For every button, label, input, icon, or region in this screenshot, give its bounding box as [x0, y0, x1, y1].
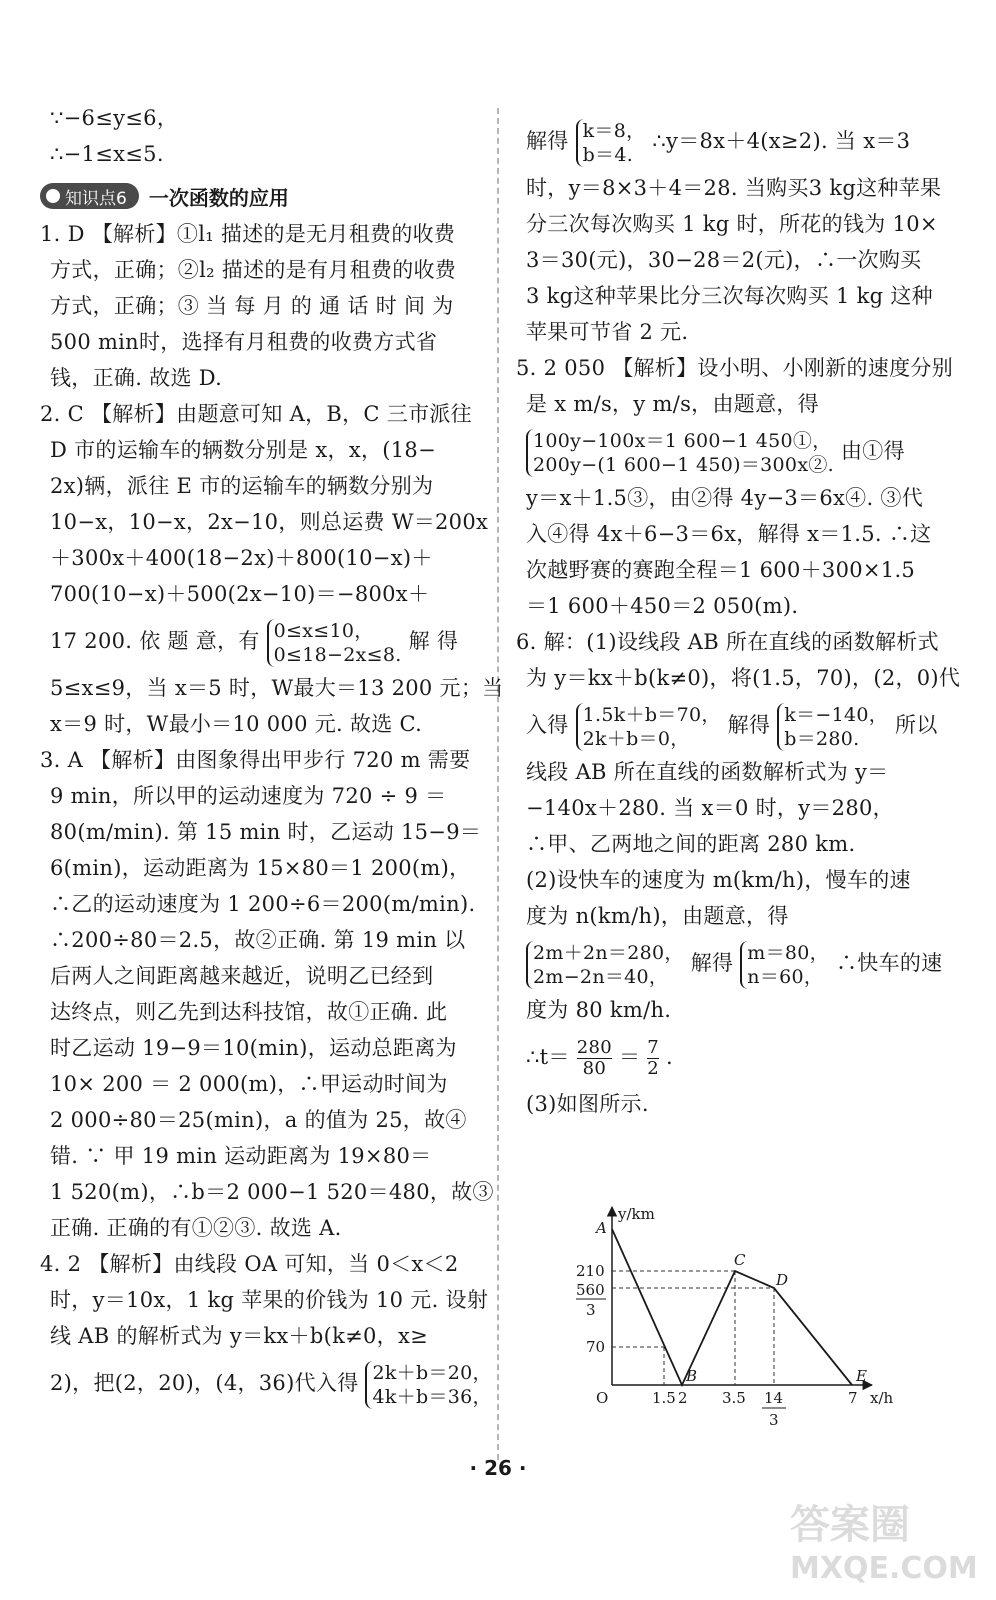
numerator: 7 [647, 1037, 659, 1058]
text-span: . [665, 1045, 673, 1069]
text-line-system [516, 696, 966, 754]
answer-2: 2. C 【解析】由题意可知 A，B，C 三市派往 [40, 402, 472, 426]
equation: k＝−140， [784, 703, 889, 726]
text-line: 线段 AB 所在直线的函数解析式为 y＝ [526, 760, 889, 784]
text-line: 2 000÷80＝25(min)，a 的值为 25，故④ [50, 1108, 467, 1132]
equation: b＝280. [784, 727, 860, 750]
equation: 2k＋b＝0， [582, 727, 690, 750]
right-column [516, 112, 966, 1122]
x-tick-7: 7 [848, 1389, 858, 1407]
text-line: 线 AB 的解析式为 y＝kx＋b(k≠0，x≥ [50, 1324, 429, 1348]
text-line: 度为 n(km/h)，由题意，得 [526, 904, 789, 928]
section-badge [40, 183, 139, 209]
text-line: y＝x＋1.5③，由②得 4y−3＝6x④. ③代 [526, 486, 924, 510]
denominator: 80 [577, 1058, 612, 1079]
y-tick-70: 70 [586, 1338, 606, 1356]
text-line: ∴乙的运动速度为 1 200÷6＝200(m/min). [50, 892, 476, 916]
equation-system [365, 1361, 491, 1409]
x-tick-14-num: 14 [764, 1389, 784, 1407]
text-line: ∵−6≤y≤6， [50, 106, 179, 130]
text-span: 入得 [526, 713, 569, 737]
text-span: 解得 [526, 129, 569, 153]
text-line: (3)如图所示. [526, 1092, 649, 1116]
text-line: 10−x，10−x，2x−10，则总运费 W＝200x [50, 510, 489, 534]
text-line: 错. ∵ 甲 19 min 运动距离为 19×80＝ [50, 1144, 432, 1168]
point-label-d: D [776, 1271, 789, 1289]
text-line: 时，y＝10x，1 kg 苹果的价钱为 10 元. 设射 [50, 1288, 489, 1312]
point-label-a: A [596, 1219, 607, 1237]
text-line: 1 520(m)，∴b＝2 000−1 520＝480，故③ [50, 1180, 494, 1204]
text-line: 方式，正确；②l₂ 描述的是有月租费的收费 [50, 258, 457, 282]
y-tick-560-num: 560 [576, 1281, 605, 1299]
text-span: 2)，把(2，20)，(4，36)代入得 [50, 1371, 359, 1395]
equation: m＝80， [747, 941, 829, 964]
text-line: 是 x m/s，y m/s，由题意，得 [526, 392, 819, 416]
text-line: 后两人之间距离越来越近，说明乙已经到 [50, 964, 434, 988]
text-line: 10× 200 ＝ 2 000(m)，∴甲运动时间为 [50, 1072, 448, 1096]
point-label-b: B [686, 1367, 698, 1385]
section-header [40, 176, 478, 216]
equation-system [777, 703, 888, 751]
text-line: D 市的运输车的辆数分别是 x，x，(18− [50, 438, 436, 462]
equation: n＝60， [747, 965, 824, 988]
text-line: 时，y＝8×3＋4＝28. 当购买3 kg这种苹果 [526, 176, 942, 200]
text-line: 5≤x≤9，当 x＝5 时，W最大＝13 200 元；当 [50, 676, 504, 700]
point-label-e: E [856, 1367, 867, 1385]
numerator: 280 [576, 1037, 612, 1058]
x-tick-1-5: 1.5 [652, 1389, 676, 1407]
text-line: 700(10−x)＋500(2x−10)＝−800x＋ [50, 582, 430, 606]
point-label-c: C [734, 1251, 746, 1269]
text-line: 钱，正确. 故选 D. [50, 366, 223, 390]
fraction [647, 1038, 659, 1079]
text-line: ＋300x＋400(18−2x)＋800(10−x)＋ [50, 546, 433, 570]
watermark-logo [770, 1488, 990, 1588]
answer-5: 5. 2 050 【解析】设小明、小刚新的速度分别 [516, 356, 954, 380]
equation: 0≤18−2x≤8. [273, 643, 402, 666]
equation: 4k＋b＝36， [372, 1385, 492, 1408]
text-line-fraction [516, 1028, 966, 1086]
text-line: 2x)辆，派往 E 市的运输车的辆数分别为 [50, 474, 434, 498]
text-line: 500 min时，选择有月租费的收费方式省 [50, 330, 438, 354]
column-divider [497, 108, 499, 1460]
text-line-system [516, 934, 966, 992]
text-line: ∴200÷80＝2.5，故②正确. 第 19 min 以 [50, 928, 466, 952]
text-span: 所以 [895, 713, 938, 737]
y-axis-label: y/km [618, 1205, 655, 1223]
text-line: 入④得 4x＋6−3＝6x，解得 x＝1.5. ∴这 [526, 522, 932, 546]
x-axis-label: x/h [870, 1389, 894, 1407]
text-span: 由①得 [840, 439, 905, 463]
text-line: 3 kg这种苹果比分三次每次购买 1 kg 这种 [526, 284, 933, 308]
equation: 100y−100x＝1 600−1 450①， [533, 429, 832, 452]
text-span: 解 得 [408, 629, 459, 653]
equation: 2k＋b＝20， [372, 1361, 492, 1384]
left-column [40, 100, 504, 1412]
answer-4: 4. 2 【解析】由线段 OA 可知，当 0＜x＜2 [40, 1252, 459, 1276]
equation: k＝8， [582, 119, 646, 142]
text-span: ∴快车的速 [835, 951, 943, 975]
y-tick-560-den: 3 [586, 1301, 596, 1319]
bulb-icon [46, 189, 60, 203]
fraction [577, 1038, 612, 1079]
equation: 200y−(1 600−1 450)＝300x②. [533, 453, 834, 476]
text-line: 9 min，所以甲的运动速度为 720 ÷ 9 ＝ [50, 784, 447, 808]
watermark-top: 答案圈 [790, 1502, 910, 1548]
equation-system [576, 703, 721, 751]
equation-system [267, 619, 402, 667]
x-tick-2: 2 [678, 1389, 688, 1407]
text-line: 6(min)，运动距离为 15×80＝1 200(m)， [50, 856, 471, 880]
equation: 1.5k＋b＝70， [582, 703, 721, 726]
text-line: −140x＋280. 当 x＝0 时，y＝280， [526, 796, 894, 820]
text-line: 时乙运动 19−9＝10(min)，运动总距离为 [50, 1036, 457, 1060]
denominator: 2 [647, 1058, 659, 1079]
text-line-system [516, 112, 966, 170]
text-line: 苹果可节省 2 元. [526, 320, 689, 344]
equation-system [576, 119, 646, 167]
page-number: · 26 · [469, 1456, 527, 1480]
text-line-system [516, 422, 966, 480]
text-line: 次越野赛的赛跑全程＝1 600＋300×1.5 [526, 558, 916, 582]
text-span: 解得 [690, 951, 734, 975]
distance-time-graph [572, 1203, 912, 1435]
text-span: 解得 [727, 713, 771, 737]
text-line: 3＝30(元)，30−28＝2(元)，∴一次购买 [526, 248, 922, 272]
equation: 2m−2n＝40， [533, 965, 669, 988]
text-line-system [40, 612, 478, 670]
text-line: ＝1 600＋450＝2 050(m). [526, 594, 799, 618]
text-span: ∴y＝8x＋4(x≥2). 当 x＝3 [652, 129, 911, 153]
text-line: 80(m/min). 第 15 min 时，乙运动 15−9＝ [50, 820, 482, 844]
text-line: 分三次每次购买 1 kg 时，所花的钱为 10× [526, 212, 938, 236]
text-line: ∴甲、乙两地之间的距离 280 km. [526, 832, 856, 856]
graph-line [612, 1229, 852, 1385]
y-tick-210: 210 [576, 1262, 605, 1280]
origin-label: O [596, 1389, 609, 1407]
text-line: x＝9 时，W最小＝10 000 元. 故选 C. [50, 712, 423, 736]
x-tick-3-5: 3.5 [722, 1389, 746, 1407]
equation-system [526, 429, 834, 477]
x-tick-14-den: 3 [769, 1411, 779, 1429]
equation-system [526, 941, 684, 989]
text-span: 17 200. 依 题 意，有 [50, 629, 260, 653]
text-line-system [40, 1354, 492, 1412]
text-line: 正确. 正确的有①②③. 故选 A. [50, 1216, 342, 1240]
answer-3: 3. A 【解析】由图象得出甲步行 720 m 需要 [40, 748, 471, 772]
equation-system [740, 941, 829, 989]
equation: 2m＋2n＝280， [533, 941, 684, 964]
text-span: ＝ [618, 1045, 641, 1069]
text-line: (2)设快车的速度为 m(km/h)，慢车的速 [526, 868, 911, 892]
equation: b＝4. [582, 143, 634, 166]
watermark-bottom: MXQE.COM [790, 1551, 978, 1586]
text-line: 为 y＝kx＋b(k≠0)，将(1.5，70)，(2，0)代 [526, 666, 961, 690]
text-line: 达终点，则乙先到达科技馆，故①正确. 此 [50, 1000, 448, 1024]
text-span: ∴t＝ [526, 1045, 570, 1069]
text-line: 方式，正确；③ 当 每 月 的 通 话 时 间 为 [50, 294, 454, 318]
text-line: 度为 80 km/h. [526, 998, 672, 1022]
section-badge-label: 知识点6 [65, 188, 127, 209]
answer-1: 1. D 【解析】①l₁ 描述的是无月租费的收费 [40, 222, 456, 246]
text-line: ∴−1≤x≤5. [50, 142, 164, 166]
equation: 0≤x≤10， [273, 619, 374, 642]
answer-6: 6. 解：(1)设线段 AB 所在直线的函数解析式 [516, 630, 939, 654]
section-title: 一次函数的应用 [148, 185, 289, 210]
